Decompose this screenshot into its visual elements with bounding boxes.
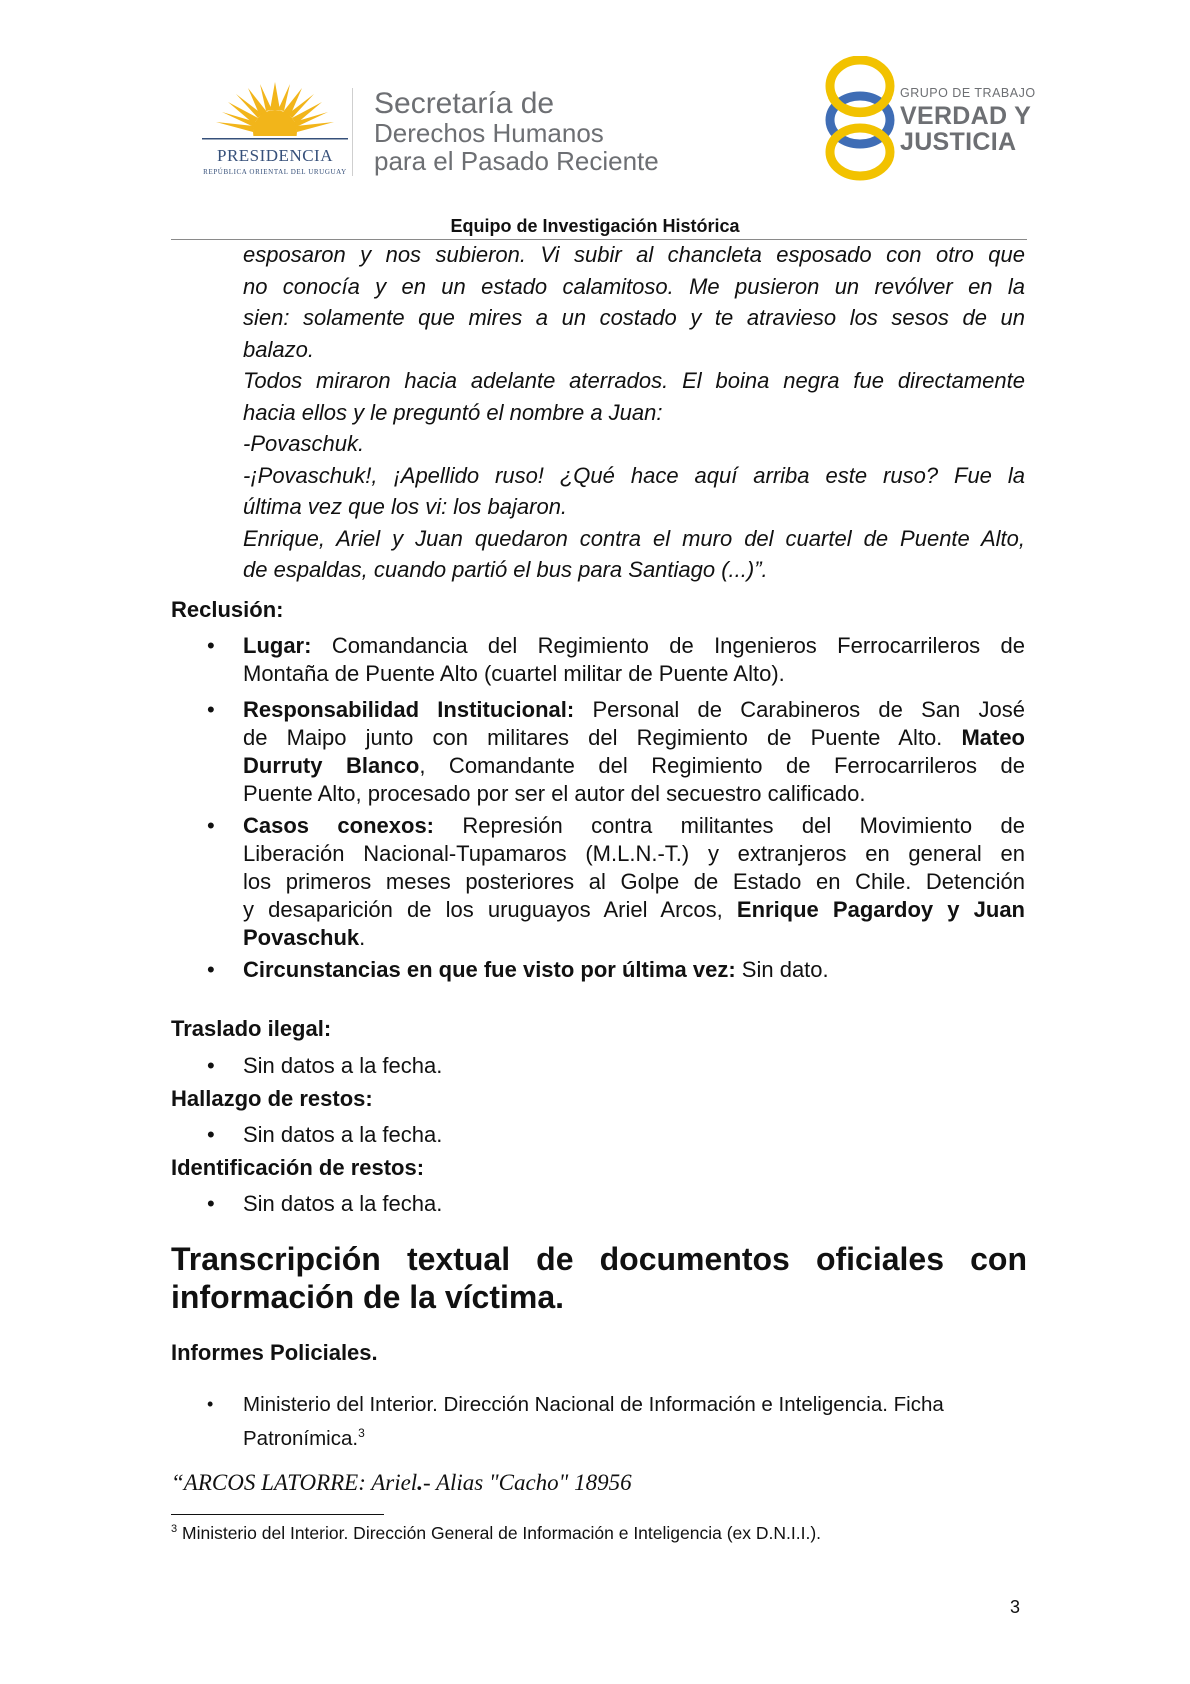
footnote-rule (171, 1514, 384, 1515)
ministerio-text: Ministerio del Interior. Dirección Nacional de Información e Inteligencia. Ficha (243, 1393, 944, 1416)
quote-line: sien: solamente que mires a un costado y te atravieso los sesos de un (243, 305, 1025, 330)
quote-line: de espaldas, cuando partió el bus para Santiago (...)”. (243, 557, 768, 582)
resp-text-2: de Maipo junto con militares del Regimiento de Puente Alto. (243, 725, 943, 750)
footnote-ref: 3 (358, 1426, 365, 1440)
secretaria-line-1: Secretaría de (374, 87, 555, 120)
section-title (171, 1240, 1027, 1316)
list-item-traslado (207, 1052, 1025, 1080)
header-divider (352, 88, 353, 176)
quote-line: -Povaschuk. (243, 431, 365, 456)
casos-names: Enrique Pagardoy y Juan (736, 897, 1025, 922)
resp-text: Personal de Carabineros de San José (592, 697, 1025, 722)
list-item-circunstancias (207, 956, 1025, 984)
gtvj-line-2: JUSTICIA (900, 128, 1017, 156)
list-item-ministerio (207, 1390, 1033, 1453)
casos-period: . (359, 925, 366, 950)
presidencia-word: PRESIDENCIA (216, 146, 333, 165)
list-item-hallazgo (207, 1121, 1025, 1149)
bullet-icon: • (207, 813, 215, 838)
list-item-casos-conexos (207, 812, 1025, 952)
informes-heading: Informes Policiales. (171, 1340, 378, 1365)
footnote (171, 1523, 821, 1544)
resp-text-3: , Comandante del Regimiento de Ferrocarrileros de (419, 753, 1026, 778)
circ-text: Sin dato. (741, 957, 829, 982)
quote-line: última vez que los vi: los bajaron. (243, 494, 568, 519)
list-item-lugar (207, 632, 1025, 688)
sun-icon (196, 80, 354, 146)
linked-rings-icon (820, 56, 900, 182)
header-team-name: Equipo de Investigación Histórica (450, 216, 740, 236)
presidencia-logo (196, 80, 356, 180)
list-item-responsabilidad (207, 696, 1026, 808)
bullet-icon: • (207, 1394, 214, 1414)
ficha-heading (171, 1470, 632, 1496)
casos-name-povaschuk: Povaschuk (243, 925, 360, 950)
hallazgo-text: Sin datos a la fecha. (243, 1122, 443, 1147)
section-title-line-1: Transcripción textual de documentos oficiales con (171, 1241, 1027, 1277)
bullet-icon: • (207, 1122, 215, 1147)
traslado-heading: Traslado ilegal: (171, 1016, 332, 1041)
reclusion-heading: Reclusión: (171, 597, 284, 622)
bullet-icon: • (207, 697, 215, 722)
gtvj-line-1: VERDAD Y (900, 102, 1032, 130)
quote-line: hacia ellos y le preguntó el nombre a Juan: (243, 399, 663, 425)
identificacion-heading: Identificación de restos: (171, 1155, 425, 1180)
resp-label: Responsabilidad Institucional: (243, 697, 575, 722)
lugar-text-2: Montaña de Puente Alto (cuartel militar de Puente Alto). (243, 661, 785, 686)
ficha-alias: - Alias "Cacho" 18956 (422, 1470, 632, 1495)
quote-line: Enrique, Ariel y Juan quedaron contra el muro del cuartel de Puente Alto, (243, 525, 1025, 551)
ficha-name: “ARCOS LATORRE: Ariel (171, 1470, 418, 1495)
casos-text: Represión contra militantes del Movimiento de (462, 813, 1025, 838)
secretaria-title (374, 88, 714, 175)
lugar-label: Lugar: (243, 633, 312, 658)
section-title-line-2: información de la víctima. (171, 1279, 564, 1315)
hallazgo-heading: Hallazgo de restos: (171, 1086, 373, 1111)
casos-text-2: Liberación Nacional-Tupamaros (M.L.N.-T.) y extranjeros en general en (243, 841, 1025, 866)
ministerio-text-2: Patronímica. (243, 1426, 359, 1450)
verdad-justicia-logo (820, 56, 1050, 182)
bullet-icon: • (207, 957, 215, 982)
bullet-icon: • (207, 633, 215, 658)
quote-line: Todos miraron hacia adelante aterrados. El boina negra fue directamente (243, 368, 1025, 393)
secretaria-line-3: para el Pasado Reciente (374, 146, 659, 176)
casos-label: Casos conexos: (243, 813, 435, 838)
casos-text-3: los primeros meses posteriores al Golpe de Estado en Chile. Detención (243, 869, 1025, 894)
quote-line: balazo. (243, 336, 314, 362)
identificacion-text: Sin datos a la fecha. (243, 1191, 443, 1216)
resp-text-4: Puente Alto, procesado por ser el autor del secuestro calificado. (243, 781, 866, 806)
circ-label: Circunstancias en que fue visto por última vez: (243, 957, 736, 982)
footnote-number: 3 (171, 1523, 178, 1536)
lugar-text: Comandancia del Regimiento de Ingenieros Ferrocarrileros de (331, 633, 1025, 658)
resp-name-mateo: Mateo (961, 725, 1025, 750)
resp-name-durruty: Durruty Blanco (243, 753, 420, 778)
quote-line: -¡Povaschuk!, ¡Apellido ruso! ¿Qué hace aquí arriba este ruso? Fue la (243, 462, 1025, 488)
traslado-text: Sin datos a la fecha. (243, 1053, 443, 1078)
quote-line: no conocía y en un estado calamitoso. Me pusieron un revólver en la (243, 273, 1025, 299)
quote-line: esposaron y nos subieron. Vi subir al chancleta esposado con otro que (243, 242, 1025, 267)
casos-text-4: y desaparición de los uruguayos Ariel Arcos, (243, 897, 723, 922)
bullet-icon: • (207, 1191, 215, 1216)
ficha-dot: . (417, 1470, 423, 1495)
gtvj-small-text: GRUPO DE TRABAJO (900, 86, 1036, 100)
footnote-text: Ministerio del Interior. Dirección General de Información e Inteligencia (ex D.N.I.I.). (182, 1523, 822, 1543)
bullet-icon: • (207, 1053, 215, 1078)
presidencia-subtitle: REPÚBLICA ORIENTAL DEL URUGUAY (203, 168, 347, 176)
testimony-quote (243, 239, 1025, 586)
list-item-identificacion (207, 1190, 1025, 1218)
secretaria-line-2: Derechos Humanos (374, 118, 604, 148)
page-number: 3 (1010, 1597, 1021, 1617)
